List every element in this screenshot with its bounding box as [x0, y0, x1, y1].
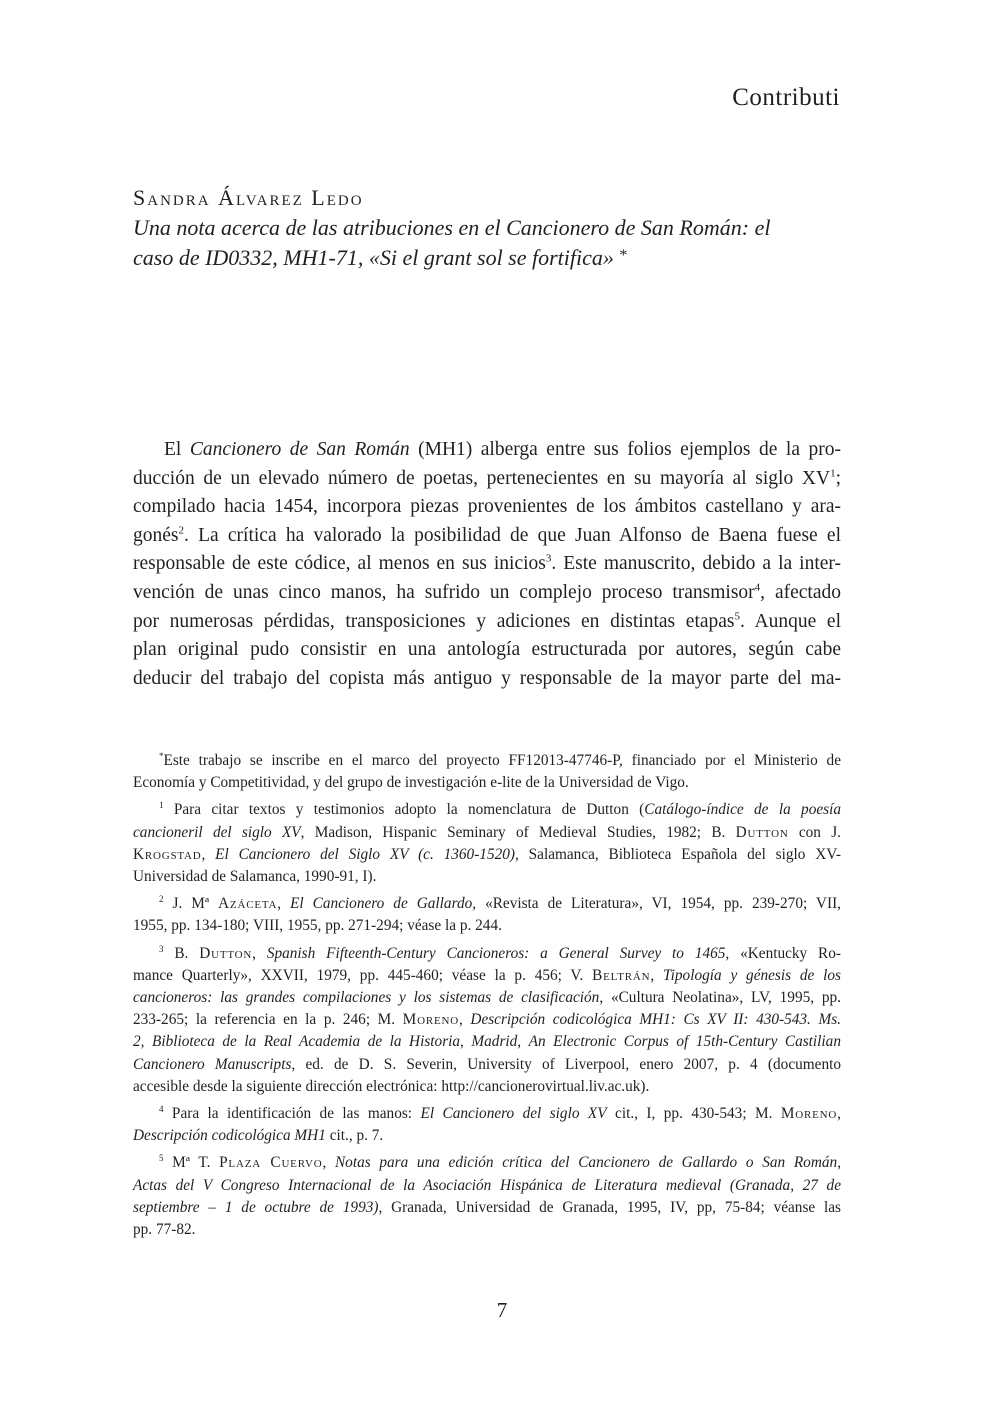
body-line: deducir del trabajo del copista más antiguo y responsable de la mayor parte del ma-	[133, 667, 841, 689]
footnote-5: $^5$ Mª T. Plaza Cuervo, Notas para una edición crítica del Cancionero de Gallardo o San Román, Actas del V Congreso Internacional de la Asociación Hispánica de Literatura medieval (Granada, 27 de septiembre – 1 de octubre de 1993), Granada, Universidad de Granada, 1995, IV, pp, 75-84; véanse las pp. 77-82.	[133, 1153, 842, 1239]
footnotes	[133, 750, 841, 1246]
body-line: El Cancionero de San Román (MH1) alberga entre sus folios ejemplos de la pro-	[164, 439, 841, 460]
footnote-asterisk: *Este trabajo se inscribe en el marco del proyecto FF12013-47746-P, financiado por el Ministerio de Economía y Competitividad, y del grupo de investigación e-lite de la Universidad de Vigo.	[133, 750, 841, 792]
body-line: por numerosas pérdidas, transposiciones y adiciones en distintas etapas$^5$. Aunque el	[133, 610, 842, 632]
body-line: ducción de un elevado número de poetas, pertenecientes en su mayoría al siglo $XV^1$;	[133, 467, 841, 489]
running-header: Contributi	[732, 84, 840, 111]
footnote-4: $^4$ Para la identificación de las manos: El Cancionero del siglo XV cit., I, pp. 430-543; M. Moreno, Descripción codicológica MH1 cit., p. 7.	[133, 1103, 841, 1145]
title-line-1: Una nota acerca de las atribuciones en el Cancionero de San Román: el	[133, 215, 771, 240]
footnote-1: $^1$ Para citar textos y testimonios adopto la nomenclatura de Dutton (Catálogo-índice de la poesía cancioneril del siglo XV, Madison, Hispanic Seminary of Medieval Studies, 1982; B. Dutton con J. Krogstad, El Cancionero del Siglo XV (c. 1360-1520), Salamanca, Biblioteca Española del siglo XV- Universidad de Salamanca, 1990-91, I).	[133, 800, 842, 886]
footnote-ref: 3	[545, 552, 552, 565]
footnote-ref: 2	[178, 524, 184, 537]
page-number: 7	[496, 1298, 508, 1322]
body-line: compilado hacia 1454, incorpora piezas provenientes de los ámbitos castellano y ara-	[133, 496, 841, 518]
body-line: vención de unas cinco manos, ha sufrido un complejo proceso transmisor$^4$, afectado	[133, 581, 841, 603]
footnote-ref: 1	[830, 467, 836, 480]
footnote-3: $^3$ B. Dutton, Spanish Fifteenth-Century Cancioneros: a General Survey to 1465, «Kentucky Ro- mance Quarterly», XXVII, 1979, pp. 445-460; véase la p. 456; V. Beltrán, Tipología y génesis de los cancioneros: las grandes compilaciones y los sistemas de clasificación, «Cultura Neolatina», LV, 1995, pp. 233-265; la referencia en la p. 246; M. Moreno, Descripción codicológica MH1: Cs XV II: 430-543. Ms. 2, Biblioteca de la Real Academia de la Historia, Madrid, An Electronic Corpus of 15th-Century Castilian Cancionero Manuscripts, ed. de D. S. Severin, University of Liverpool, enero 2007, p. 4 (documento accesible desde la siguiente dirección electrónica: http://cancionerovirtual.liv.ac.uk).	[133, 943, 841, 1095]
title-footnote-mark: *	[619, 247, 628, 264]
footnote-ref: 4	[754, 581, 761, 594]
article-title	[133, 213, 853, 273]
footnote-2: $^2$ J. Mª Azáceta, El Cancionero de Gallardo, «Revista de Literatura», VI, 1954, pp. 239-270; VII, 1955, pp. 134-180; VIII, 1955, pp. 271-294; véase la p. 244.	[133, 894, 841, 935]
body-line: gonés$^2$. La crítica ha valorado la posibilidad de que Juan Alfonso de Baena fuese el	[133, 524, 841, 546]
body-line: responsable de este códice, al menos en sus inicios$^3$. Este manuscrito, debido a la inter-	[133, 552, 841, 575]
body-paragraph	[133, 436, 841, 693]
article-author: Sandra Álvarez Ledo	[133, 185, 364, 210]
footnote-ref: 5	[734, 610, 741, 623]
title-line-2: caso de ID0332, MH1-71, «Si el grant sol se fortifica»	[133, 245, 614, 270]
body-line: plan original pudo consistir en una antología estructurada por autores, según cabe	[133, 639, 841, 661]
